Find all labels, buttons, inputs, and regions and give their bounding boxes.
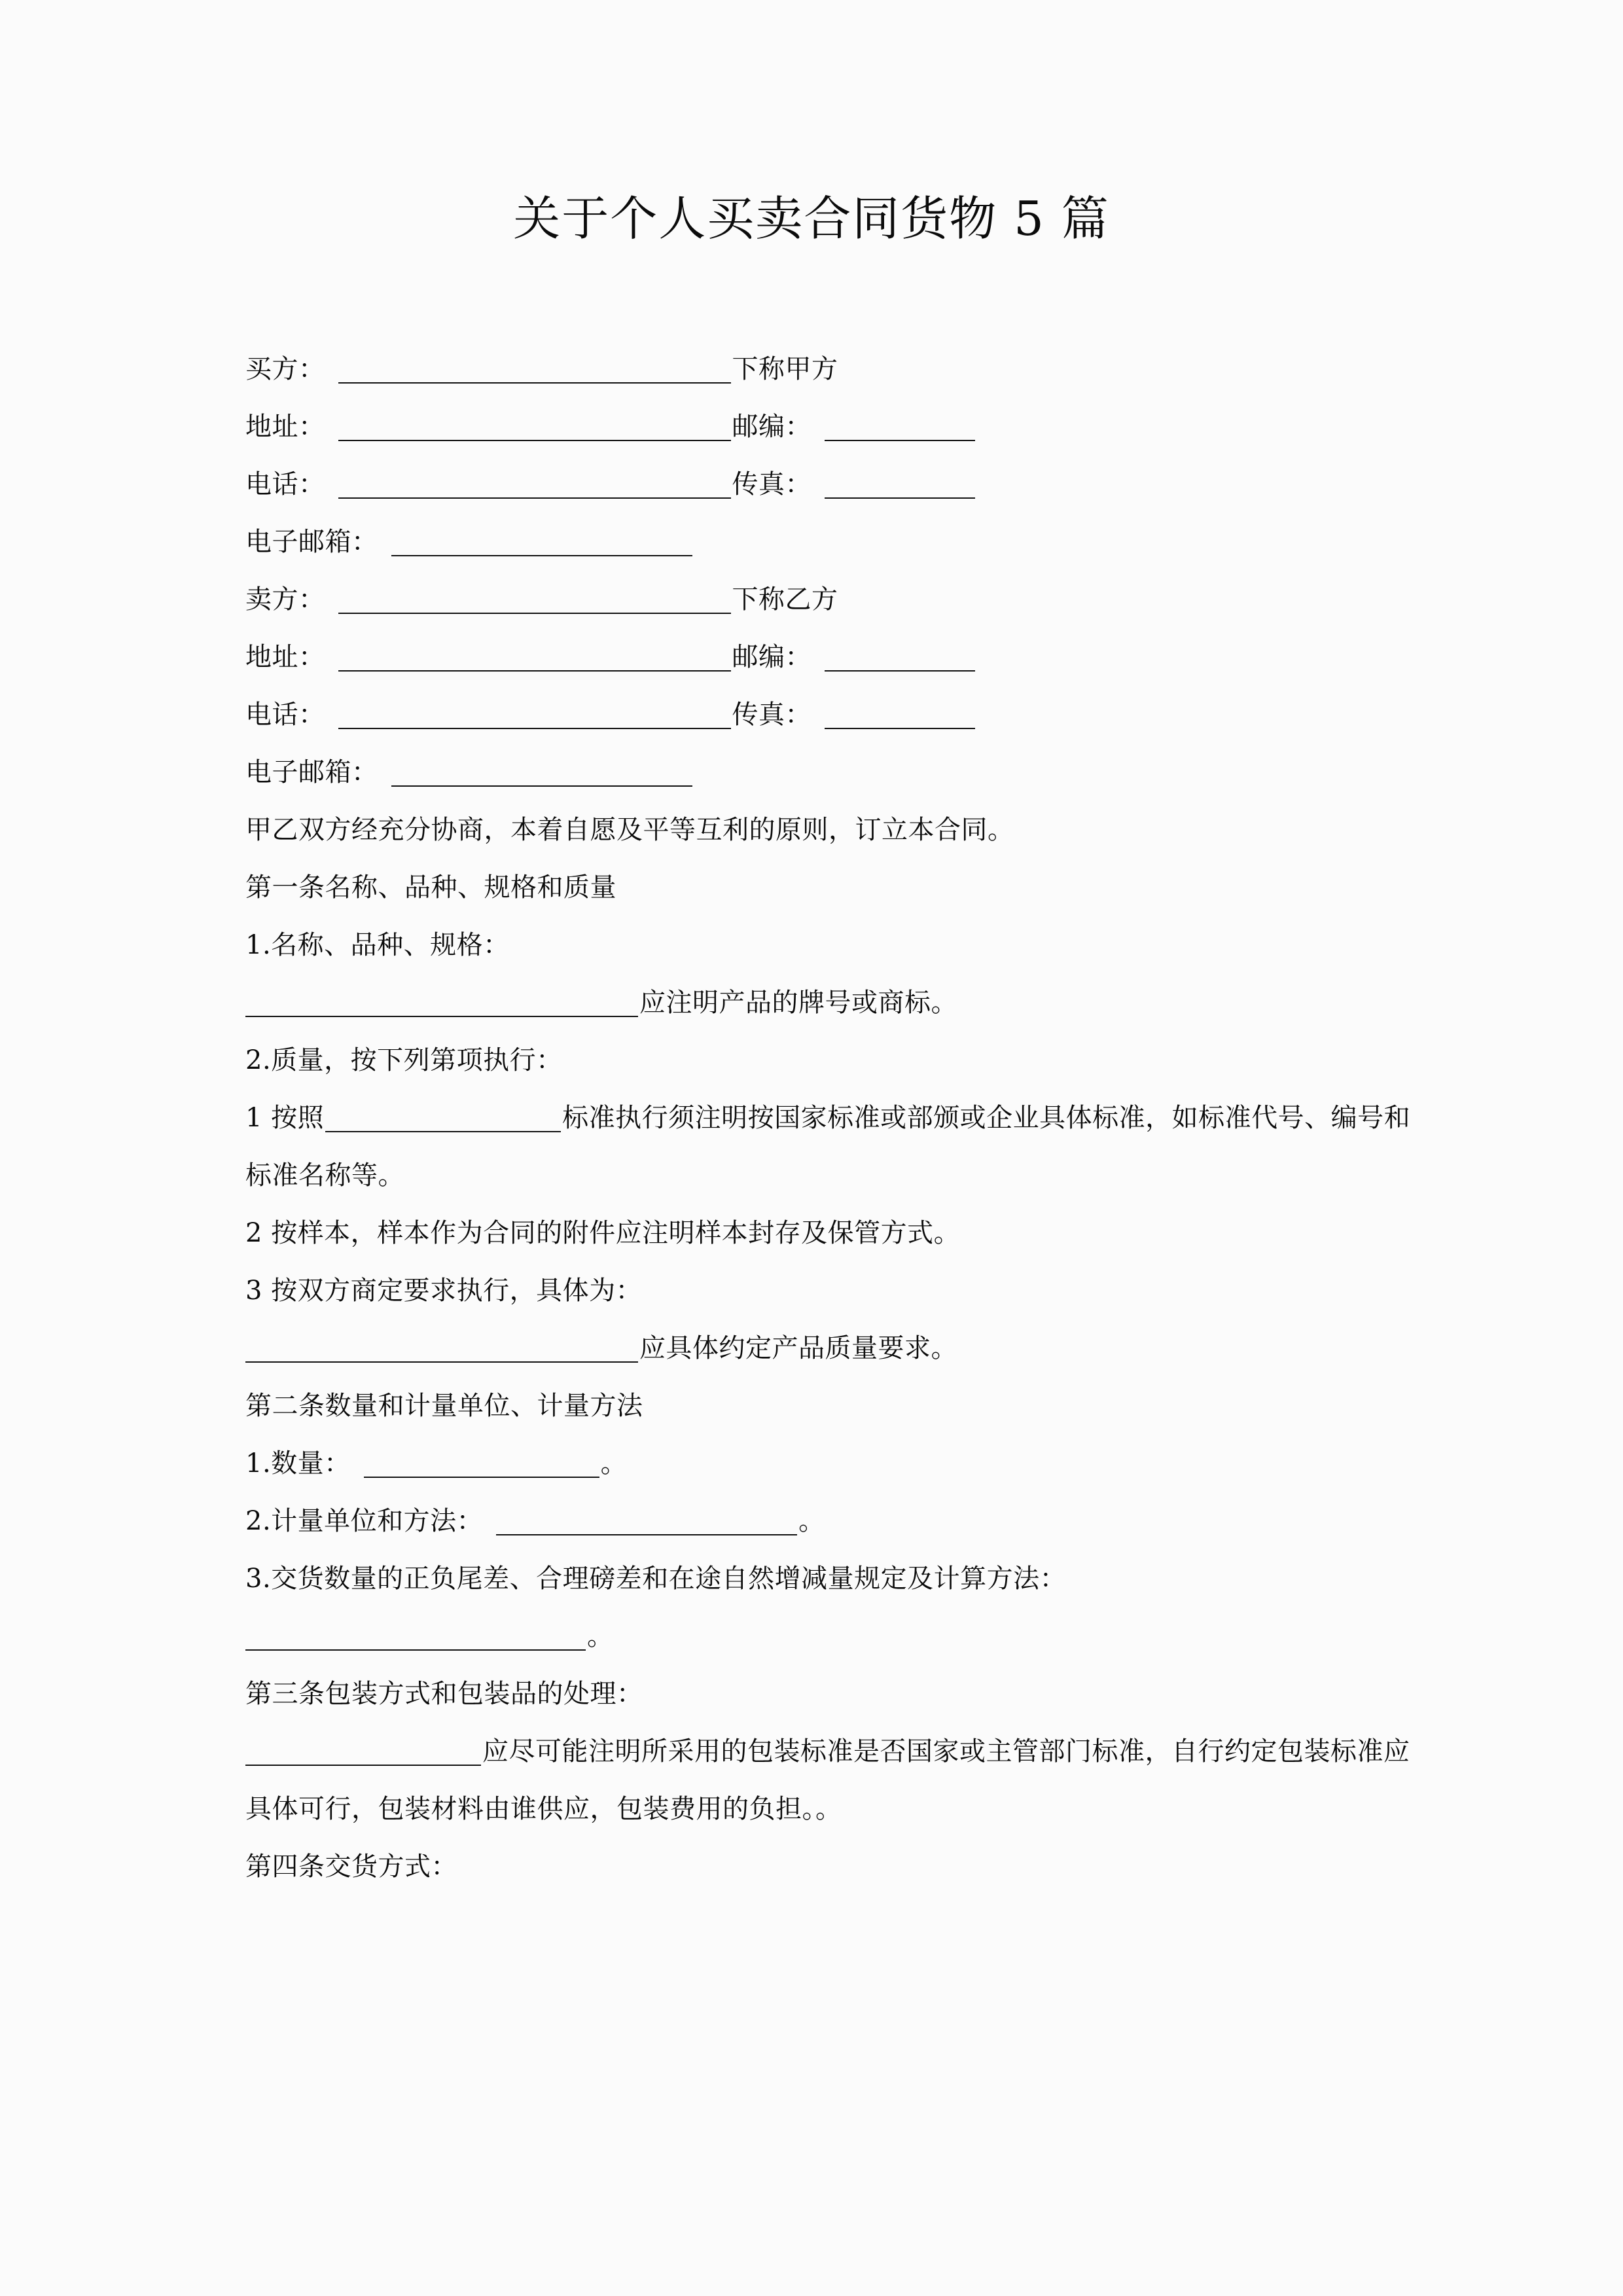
seller-party-suffix: 下称乙方: [732, 584, 838, 615]
seller-postcode-blank[interactable]: [825, 644, 975, 672]
article-2-heading: 第二条数量和计量单位、计量方法: [245, 1391, 643, 1421]
article-2-item-2-row: [245, 1492, 1417, 1550]
buyer-email-label: 电子邮箱：: [245, 527, 378, 557]
buyer-phone-blank[interactable]: [338, 471, 731, 499]
article-2-item-1-blank[interactable]: [364, 1450, 599, 1478]
seller-party-label: 卖方：: [245, 584, 325, 615]
seller-party-row: [245, 571, 1417, 628]
buyer-party-blank[interactable]: [338, 356, 731, 384]
article-1-sub-2: 2 按样本，样本作为合同的附件应注明样本封存及保管方式。: [245, 1218, 961, 1248]
buyer-email-row: [245, 513, 1417, 571]
article-1-item-2-label: 2.质量，按下列第项执行：: [245, 1045, 563, 1075]
seller-phone-label: 电话：: [245, 700, 325, 730]
article-3-body-tail: 应尽可能注明所采用的包装标准是否国家或主管部门标准，自行约定包装标准应具体可行，包装材料由谁供应，包装费用的负担。。: [245, 1736, 1410, 1824]
buyer-postcode-label: 邮编：: [732, 412, 812, 442]
seller-fax-blank[interactable]: [825, 702, 975, 729]
article-1-item-1-tail: 应注明产品的牌号或商标。: [639, 988, 957, 1018]
article-1-sub-1-blank[interactable]: [325, 1105, 561, 1132]
buyer-email-blank[interactable]: [391, 529, 692, 556]
article-1-heading: 第一条名称、品种、规格和质量: [245, 872, 616, 903]
buyer-address-label: 地址：: [245, 412, 325, 442]
article-3-blank[interactable]: [245, 1738, 481, 1766]
article-2-item-1-row: [245, 1435, 1417, 1492]
article-1-sub-1-head: 1 按照: [245, 1103, 325, 1133]
article-1-sub-3-tail: 应具体约定产品质量要求。: [639, 1333, 957, 1363]
buyer-party-row: [245, 340, 1417, 398]
article-2-item-2-tail: 。: [798, 1506, 825, 1536]
seller-address-label: 地址：: [245, 642, 325, 672]
article-2-item-2-blank[interactable]: [496, 1508, 797, 1535]
article-1-item-1-blank[interactable]: [245, 990, 638, 1017]
article-2-item-2-label: 2.计量单位和方法：: [245, 1506, 484, 1536]
buyer-address-row: [245, 398, 1417, 456]
article-3-body-row: [245, 1723, 1417, 1838]
seller-phone-blank[interactable]: [338, 702, 731, 729]
article-3-heading: 第三条包装方式和包装品的处理：: [245, 1679, 643, 1709]
buyer-fax-blank[interactable]: [825, 471, 975, 499]
article-2-item-3-tail: 。: [587, 1621, 614, 1651]
seller-party-blank[interactable]: [338, 586, 731, 614]
seller-phone-row: [245, 686, 1417, 744]
seller-email-row: [245, 744, 1417, 801]
article-1-item-1-label: 1.名称、品种、规格：: [245, 930, 510, 960]
page-title: 关于个人买卖合同货物 5 篇: [513, 191, 1110, 246]
article-1-sub-1-tail: 标准执行须注明按国家标准或部颁或企业具体标准，如标准代号、编号和标准名称等。: [245, 1103, 1411, 1191]
article-1-item-1-row: [245, 974, 1417, 1031]
buyer-phone-row: [245, 456, 1417, 513]
article-1-sub-3-row: [245, 1319, 1417, 1377]
buyer-party-suffix: 下称甲方: [732, 354, 838, 384]
buyer-postcode-blank[interactable]: [825, 414, 975, 441]
article-2-item-1-tail: 。: [600, 1448, 628, 1479]
buyer-address-blank[interactable]: [338, 414, 731, 441]
seller-fax-label: 传真：: [732, 700, 812, 730]
buyer-party-label: 买方：: [245, 354, 325, 384]
article-4-heading: 第四条交货方式：: [245, 1852, 457, 1882]
article-2-item-3-label: 3.交货数量的正负尾差、合理磅差和在途自然增减量规定及计算方法：: [245, 1564, 1067, 1594]
seller-email-blank[interactable]: [391, 759, 692, 787]
seller-email-label: 电子邮箱：: [245, 757, 378, 787]
seller-postcode-label: 邮编：: [732, 642, 812, 672]
document-body: [245, 340, 1417, 1895]
article-1-sub-3-blank[interactable]: [245, 1335, 638, 1363]
seller-address-blank[interactable]: [338, 644, 731, 672]
article-1-sub-1-row: [245, 1089, 1417, 1204]
article-2-item-3-blank[interactable]: [245, 1623, 586, 1651]
article-1-sub-3-label: 3 按双方商定要求执行，具体为：: [245, 1276, 643, 1306]
seller-address-row: [245, 628, 1417, 686]
article-2-item-1-label: 1.数量：: [245, 1448, 351, 1479]
buyer-fax-label: 传真：: [732, 469, 812, 499]
article-2-item-3-row: [245, 1607, 1417, 1665]
buyer-phone-label: 电话：: [245, 469, 325, 499]
preamble-paragraph: 甲乙双方经充分协商，本着自愿及平等互利的原则，订立本合同。: [245, 815, 1014, 845]
